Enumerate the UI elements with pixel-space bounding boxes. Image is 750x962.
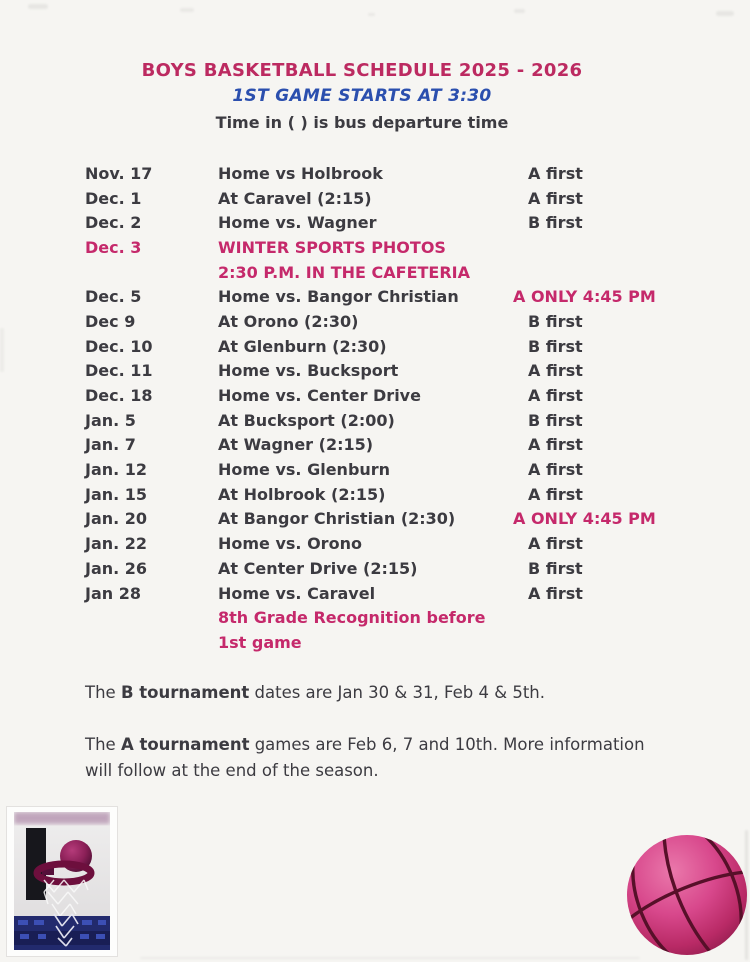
game-date: Jan. 5 [85, 410, 136, 430]
game-event: Home vs. Bangor Christian [218, 287, 459, 307]
game-event: At Bucksport (2:00) [218, 410, 395, 430]
document-header [0, 60, 724, 132]
basketball-graphic [624, 832, 750, 958]
game-event: At Orono (2:30) [218, 311, 359, 331]
game-status: B first [528, 410, 583, 430]
game-date: Nov. 17 [85, 163, 153, 183]
table-row [0, 359, 750, 384]
game-event: Home vs. Caravel [218, 583, 376, 603]
game-date: Dec. 2 [85, 213, 142, 233]
a-note-rest: games are Feb 6, 7 and 10th. More information [249, 735, 645, 754]
table-row [0, 235, 750, 260]
game-date: Dec. 18 [85, 386, 153, 406]
game-status: A first [528, 583, 583, 603]
table-row [0, 457, 750, 482]
game-date: Dec. 10 [85, 336, 153, 356]
basketball-hoop-photo [6, 806, 118, 957]
game-status: A first [528, 460, 583, 480]
game-event: Home vs Holbrook [218, 163, 383, 183]
tournament-notes [85, 680, 685, 784]
game-date: Dec. 3 [85, 237, 142, 257]
game-event: 8th Grade Recognition before [218, 608, 486, 628]
game-status: B first [528, 336, 583, 356]
table-row [0, 482, 750, 507]
table-row [0, 605, 750, 630]
game-date: Jan. 15 [85, 484, 148, 504]
game-status: B first [528, 558, 583, 578]
game-date: Jan. 22 [85, 534, 148, 554]
b-note-prefix: The [85, 683, 121, 702]
game-event: WINTER SPORTS PHOTOS [218, 237, 446, 257]
game-event: 2:30 P.M. IN THE CAFETERIA [218, 262, 471, 282]
game-date: Jan. 26 [85, 558, 148, 578]
table-row [0, 433, 750, 458]
b-tournament-note [85, 680, 685, 706]
table-row [0, 556, 750, 581]
page-title: BOYS BASKETBALL SCHEDULE 2025 - 2026 [141, 60, 583, 81]
game-status: A first [528, 163, 583, 183]
hoop-photo-graphic [14, 812, 110, 950]
game-status: A first [528, 534, 583, 554]
a-note-prefix: The [85, 735, 121, 754]
schedule-table [0, 161, 750, 655]
game-status: A ONLY 4:45 PM [513, 509, 656, 529]
game-date: Jan 28 [85, 583, 141, 603]
game-event: At Wagner (2:15) [218, 435, 374, 455]
game-status: A ONLY 4:45 PM [513, 287, 656, 307]
game-date: Dec 9 [85, 311, 136, 331]
game-date: Jan. 20 [85, 509, 148, 529]
table-row [0, 284, 750, 309]
table-row [0, 161, 750, 186]
table-row [0, 531, 750, 556]
scan-artifact [140, 957, 640, 959]
b-tournament-label: B tournament [120, 683, 250, 702]
game-status: A first [528, 361, 583, 381]
scan-artifact [28, 4, 48, 9]
table-row [0, 186, 750, 211]
game-event: At Bangor Christian (2:30) [218, 509, 456, 529]
a-tournament-label: A tournament [120, 735, 250, 754]
game-event: Home vs. Wagner [218, 213, 377, 233]
game-status: A first [528, 435, 583, 455]
bus-departure-note: Time in ( ) is bus departure time [215, 113, 509, 132]
game-date: Dec. 1 [85, 188, 142, 208]
game-event: At Center Drive (2:15) [218, 558, 418, 578]
game-event: 1st game [218, 632, 302, 652]
table-row [0, 334, 750, 359]
game-date: Jan. 7 [85, 435, 136, 455]
game-status: B first [528, 311, 583, 331]
game-date: Dec. 5 [85, 287, 142, 307]
scan-artifact [368, 13, 375, 16]
a-note-line2: will follow at the end of the season. [85, 761, 379, 780]
table-row [0, 260, 750, 285]
page-subtitle: 1ST GAME STARTS AT 3:30 [232, 86, 492, 106]
game-event: Home vs. Glenburn [218, 460, 391, 480]
scan-artifact [716, 11, 734, 16]
table-row [0, 507, 750, 532]
game-event: Home vs. Bucksport [218, 361, 399, 381]
game-event: At Glenburn (2:30) [218, 336, 387, 356]
table-row [0, 408, 750, 433]
b-note-rest: dates are Jan 30 & 31, Feb 4 & 5th. [249, 683, 545, 702]
table-row [0, 383, 750, 408]
game-status: B first [528, 213, 583, 233]
scan-artifact [514, 9, 525, 13]
table-row [0, 309, 750, 334]
table-row [0, 630, 750, 655]
table-row [0, 581, 750, 606]
game-date: Jan. 12 [85, 460, 148, 480]
scan-artifact [180, 8, 194, 12]
game-event: At Holbrook (2:15) [218, 484, 386, 504]
a-tournament-note [85, 732, 685, 784]
table-row [0, 210, 750, 235]
game-event: Home vs. Orono [218, 534, 362, 554]
game-date: Dec. 11 [85, 361, 153, 381]
game-event: At Caravel (2:15) [218, 188, 372, 208]
game-status: A first [528, 188, 583, 208]
game-event: Home vs. Center Drive [218, 386, 421, 406]
game-status: A first [528, 386, 583, 406]
pink-basketball-clipart [624, 832, 750, 958]
game-status: A first [528, 484, 583, 504]
